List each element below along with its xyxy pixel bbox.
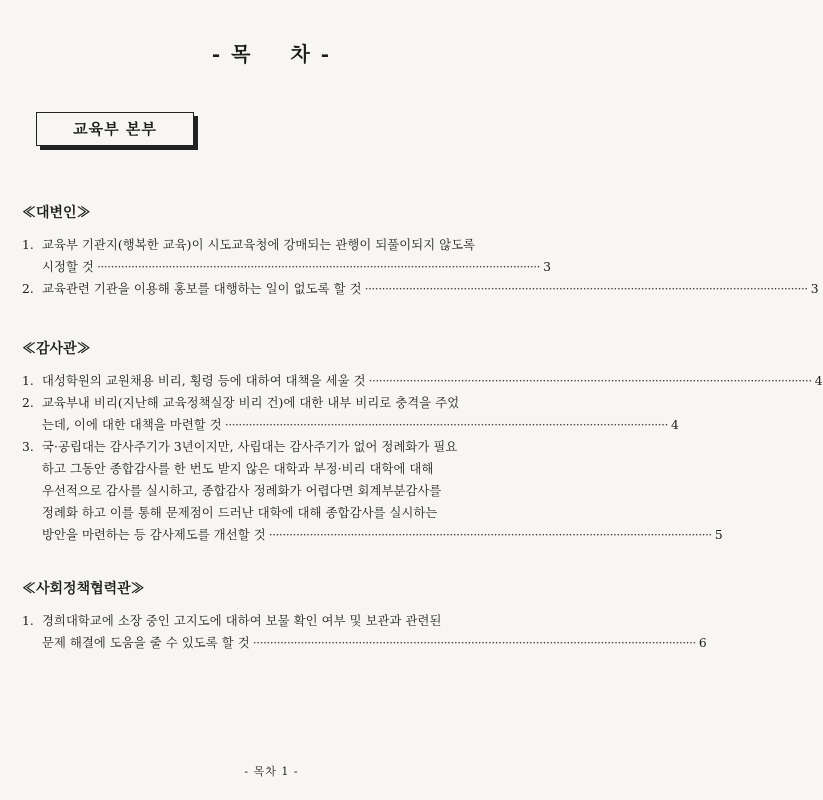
item-text: 방안을 마련하는 등 감사제도를 개선할 것 [42,528,266,542]
item-text: 교육부내 비리(지난해 교육정책실장 비리 건)에 대한 내부 비리로 충격을 주었 [42,396,460,410]
item-text: 국·공립대는 감사주기가 3년이지만, 사립대는 감사주기가 없어 정례화가 필요 [42,440,458,454]
item-number: 3. [22,440,34,454]
item-text: 정례화 하고 이를 통해 문제점이 드러난 대학에 대해 종합감사를 실시하는 [42,506,438,520]
section-header: ≪감사관≫ [22,341,91,357]
section-spokesperson [22,204,819,300]
toc-item[interactable] [22,392,679,436]
item-text: 시정할 것 [42,260,94,274]
toc-item[interactable] [22,278,819,300]
leader-dots [269,524,712,546]
item-text: 경희대학교에 소장 중인 고지도에 대하여 보물 확인 여부 및 보관과 관련된 [42,614,442,628]
section-header: ≪사회정책협력관≫ [22,581,145,597]
section-header: ≪대변인≫ [22,205,91,221]
page-footer: - 목차 1 - [244,765,299,778]
page-number: 4 [814,374,823,388]
item-number: 2. [22,396,34,410]
title-left: - 목 [211,42,253,66]
toc-item[interactable] [22,370,823,392]
item-text: 는데, 이에 대한 대책을 마련할 것 [42,418,222,432]
leader-dots [97,256,540,278]
page-number: 5 [714,528,723,542]
leader-dots [225,414,668,436]
item-number: 1. [22,238,34,252]
item-number: 1. [22,614,34,628]
item-text: 대성학원의 교원채용 비리, 횡령 등에 대하여 대책을 세울 것 [42,374,366,388]
page-title [0,38,543,67]
section-audit [22,340,823,546]
item-number: 1. [22,374,34,388]
title-right: 차 - [290,42,332,66]
toc-item[interactable] [22,234,552,278]
page-number: 6 [698,636,707,650]
page-number: 3 [810,282,819,296]
organization-box: 교육부 본부 [36,112,194,146]
item-number: 2. [22,282,34,296]
item-text: 하고 그동안 종합감사를 한 번도 받지 않은 대학과 부정·비리 대학에 대해 [42,462,434,476]
leader-dots [369,370,812,392]
toc-item[interactable] [22,436,723,546]
toc-item[interactable] [22,610,707,654]
page-number: 3 [543,260,552,274]
item-text: 교육부 기관지(행복한 교육)이 시도교육청에 강매되는 관행이 되풀이되지 않도록 [42,238,476,252]
item-text: 교육관련 기관을 이용해 홍보를 대행하는 일이 없도록 할 것 [42,282,362,296]
section-social-policy [22,580,707,654]
item-text: 문제 해결에 도움을 줄 수 있도록 할 것 [42,636,250,650]
page-number: 4 [670,418,679,432]
leader-dots [253,632,696,654]
item-text: 우선적으로 감사를 실시하고, 종합감사 정례화가 어렵다면 회계부분감사를 [42,484,442,498]
leader-dots [365,278,808,300]
